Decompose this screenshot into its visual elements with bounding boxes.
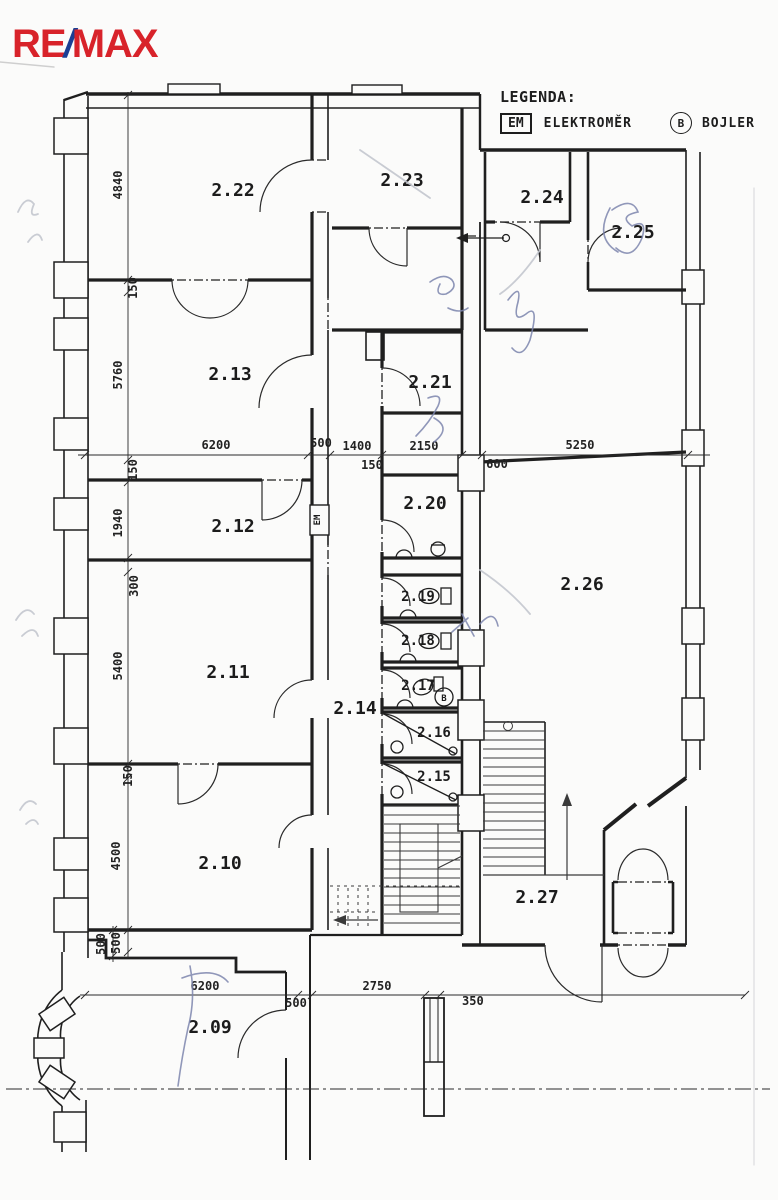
dim-2750: 2750 [362,979,392,993]
room-label-223: 2.23 [380,170,424,191]
entry-arrow-icon [456,233,510,243]
room-label-214: 2.14 [333,698,377,719]
dim-300: 300 [127,575,141,597]
room-label-218: 2.18 [401,633,435,649]
room-labels [188,170,654,1038]
room-label-220: 2.20 [403,493,447,514]
door-arc-215 [382,764,412,794]
room-label-226: 2.26 [560,574,604,595]
legend-em-label: ELEKTROMĚR [543,115,632,131]
dim-500bl: 500 [94,933,108,955]
em-meter-label: EM [313,514,323,526]
dim-350: 350 [462,994,484,1008]
dim-4840: 4840 [111,170,125,200]
double-door-entrance-top [618,849,668,880]
pencil-mark-224 [500,250,540,294]
door-arc-227 [545,945,602,1002]
pencil-mark-margin1 [18,200,42,242]
boiler-symbol-label: B [441,694,447,704]
dim-5250: 5250 [565,438,595,452]
dim-150c: 150 [121,765,135,787]
room-label-221: 2.21 [408,372,452,393]
room-label-225: 2.25 [611,222,655,243]
wall-openings [172,160,673,945]
room-label-215: 2.15 [417,769,451,785]
double-door-entrance-bottom [618,948,668,977]
pencil-mark-margin3 [20,801,38,824]
stairs-227 [483,722,604,881]
room-label-227: 2.27 [515,887,559,908]
dim-150b: 150 [126,459,140,481]
room-label-209: 2.09 [188,1017,232,1038]
room-label-222: 2.22 [211,180,255,201]
entrance-vestibule [613,882,673,933]
logo-slash-icon: / [63,22,74,66]
em-meter-box [310,505,329,535]
dim-5760: 5760 [111,360,125,390]
dim-500v: 500 [109,932,123,954]
interior-walls [88,94,686,945]
room-label-216: 2.16 [417,725,451,741]
dim-150a: 150 [126,277,140,299]
dim-600: 600 [486,457,508,471]
room-label-211: 2.11 [206,662,250,683]
dimension-labels-middle [202,436,595,472]
logo-re: RE [12,22,66,66]
stairs-corridor [330,806,462,930]
room-label-224: 2.24 [520,187,564,208]
pencil-mark-margin2 [16,610,38,636]
toilet-icon-220 [431,542,445,556]
dim-1940: 1940 [111,508,125,538]
dim-6200b: 6200 [190,979,220,993]
dim-6200: 6200 [201,438,231,452]
pencil-mark-226b [480,570,530,614]
legend-em-symbol: EM [500,113,532,134]
door-arc-210a [279,815,312,848]
dimension-labels-left [109,171,141,954]
dim-500b: 500 [285,996,307,1010]
room-label-217: 2.17 [401,678,435,694]
dim-2150: 2150 [409,439,439,453]
room-label-213: 2.13 [208,364,252,385]
door-arc-209 [238,1010,286,1058]
double-door-213 [172,280,248,318]
pen-mark-224 [508,291,534,352]
legend-title: LEGENDA: [500,88,577,106]
room-label-219: 2.19 [401,589,435,605]
door-arc-220 [382,520,414,552]
door-arc-212 [262,480,302,520]
legend-b-symbol: B [670,112,692,134]
dim-500: 500 [310,436,332,450]
legend-b-label: BOJLER [701,115,755,131]
door-arc-213 [259,355,312,408]
boiler-symbol [435,688,453,706]
door-arc-vestibule [369,228,407,266]
dim-5400: 5400 [111,651,125,681]
dim-4500: 4500 [109,841,123,871]
room-label-212: 2.12 [211,516,255,537]
dim-150mid: 150 [361,458,383,472]
door-arc-210b [178,764,218,804]
left-wall-piers [54,118,88,932]
room-label-210: 2.10 [198,853,242,874]
door-arc-216 [382,714,412,744]
door-arc-211 [274,680,312,718]
dim-1400: 1400 [342,439,372,453]
logo-max: MAX [71,22,158,66]
door-arc-222 [260,160,312,212]
